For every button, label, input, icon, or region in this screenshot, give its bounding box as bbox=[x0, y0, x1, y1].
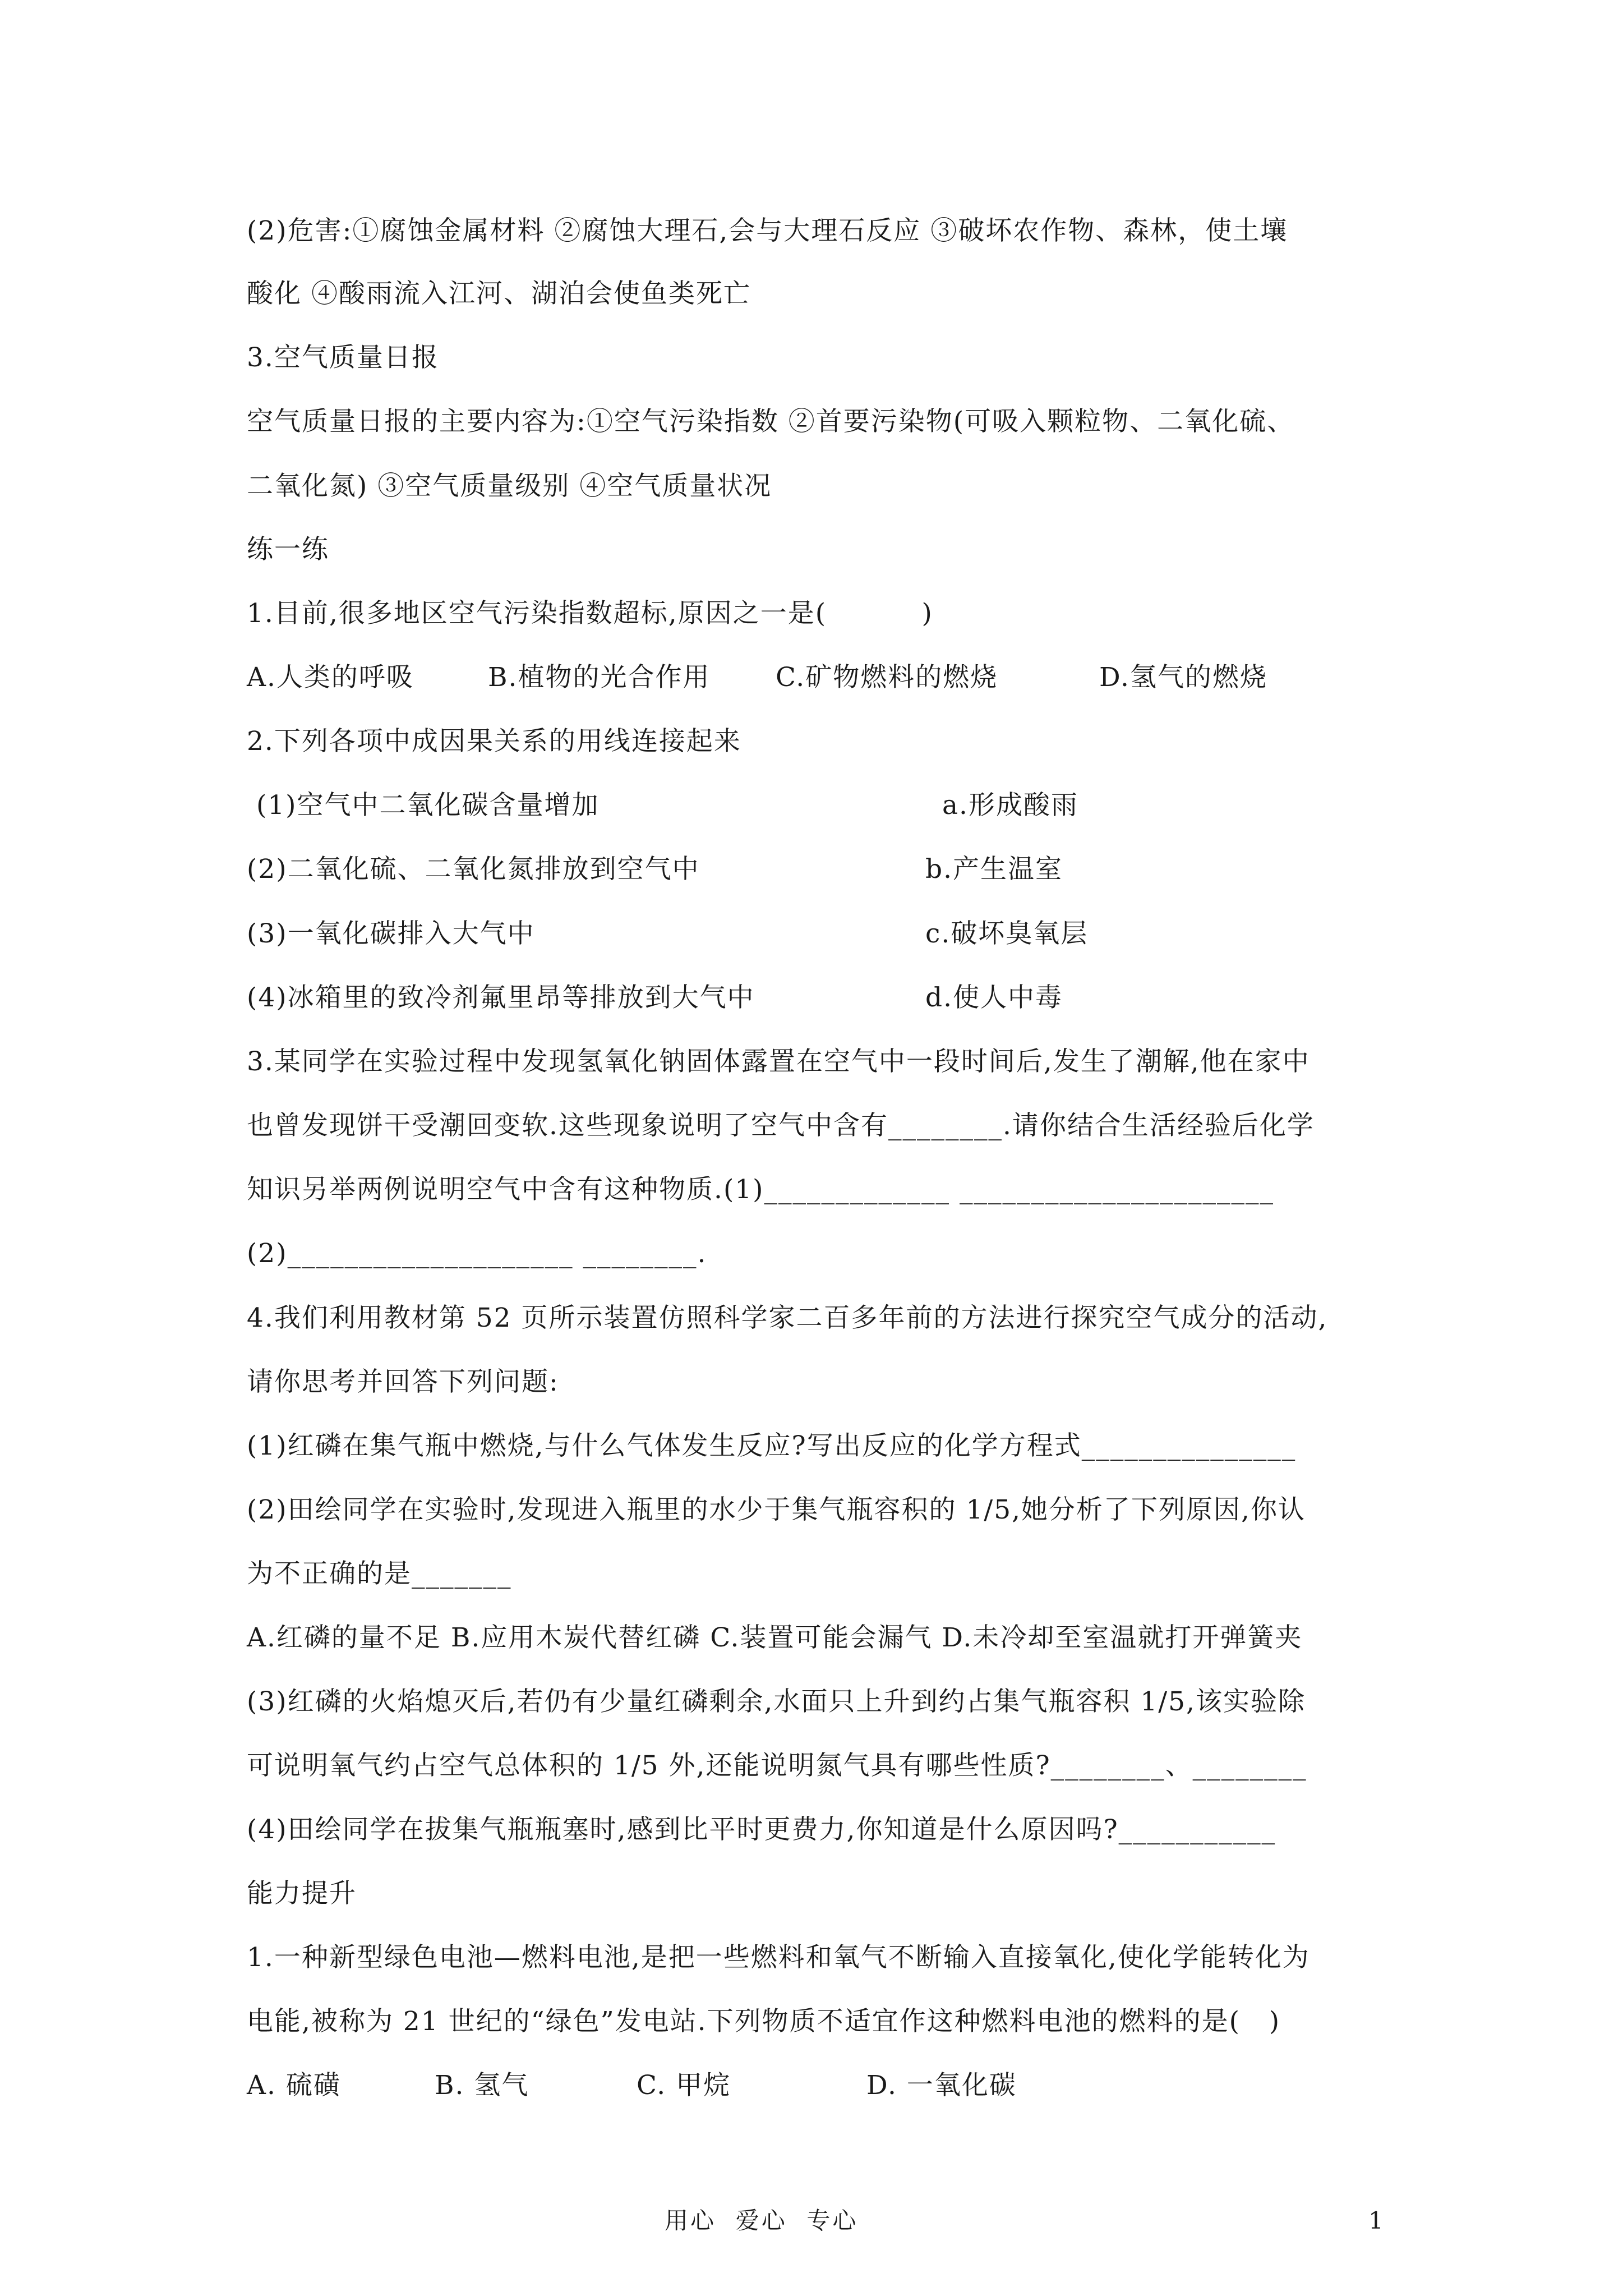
option-c: C.矿物燃料的燃烧 bbox=[776, 662, 998, 693]
match-cause: (1)空气中二氧化碳含量增加 bbox=[247, 790, 600, 821]
question-text: (2)田绘同学在实验时,发现进入瓶里的水少于集气瓶容积的 1/5,她分析了下列原因,你认 bbox=[247, 1494, 1306, 1525]
question-text: 3.某同学在实验过程中发现氢氧化钠固体露置在空气中一段时间后,发生了潮解,他在家中 bbox=[247, 1046, 1310, 1077]
option-c: C. 甲烷 bbox=[637, 2070, 731, 2101]
question-text: 1.一种新型绿色电池—燃料电池,是把一些燃料和氧气不断输入直接氧化,使化学能转化为 bbox=[247, 1942, 1310, 1973]
option-d: D. 一氧化碳 bbox=[866, 2070, 1017, 2101]
question-text: (3)红磷的火焰熄灭后,若仍有少量红磷剩余,水面只上升到约占集气瓶容积 1/5,该实验除 bbox=[247, 1686, 1306, 1717]
option-b: B. 氢气 bbox=[435, 2070, 529, 2101]
question-text: 可说明氧气约占空气总体积的 1/5 外,还能说明氮气具有哪些性质?________、________ bbox=[247, 1750, 1307, 1781]
match-cause: (3)一氧化碳排入大气中 bbox=[247, 918, 535, 949]
question-text: 4.我们利用教材第 52 页所示装置仿照科学家二百多年前的方法进行探究空气成分的活动, bbox=[247, 1303, 1328, 1333]
question-text: (2)____________________ ________. bbox=[247, 1238, 707, 1269]
question-text: 为不正确的是_______ bbox=[247, 1558, 512, 1589]
option-a: A. 硫磺 bbox=[247, 2070, 341, 2101]
match-effect: a.形成酸雨 bbox=[942, 790, 1078, 821]
section-heading: 能力提升 bbox=[247, 1878, 357, 1909]
text-line: 二氧化氮) ③空气质量级别 ④空气质量状况 bbox=[247, 471, 772, 501]
section-heading: 3.空气质量日报 bbox=[247, 342, 439, 373]
question-text: 电能,被称为 21 世纪的“绿色”发电站.下列物质不适宜作这种燃料电池的燃料的是( ) bbox=[247, 2006, 1281, 2037]
option-a: A.人类的呼吸 bbox=[247, 662, 414, 693]
page-footer-motto: 用心 爱心 专心 bbox=[665, 2207, 859, 2234]
question-text: 请你思考并回答下列问题: bbox=[247, 1366, 559, 1397]
question-text: (1)红磷在集气瓶中燃烧,与什么气体发生反应?写出反应的化学方程式_______________ bbox=[247, 1430, 1297, 1461]
match-effect: c.破坏臭氧层 bbox=[925, 918, 1089, 949]
text-line: 空气质量日报的主要内容为:①空气污染指数 ②首要污染物(可吸入颗粒物、二氧化硫、 bbox=[247, 406, 1295, 437]
match-cause: (4)冰箱里的致冷剂氟里昂等排放到大气中 bbox=[247, 982, 755, 1013]
option-b: B.植物的光合作用 bbox=[488, 662, 711, 693]
match-effect: d.使人中毒 bbox=[925, 982, 1063, 1013]
question-text: 1.目前,很多地区空气污染指数超标,原因之一是( ) bbox=[247, 598, 933, 629]
match-cause: (2)二氧化硫、二氧化氮排放到空气中 bbox=[247, 854, 700, 885]
question-text: 知识另举两例说明空气中含有这种物质.(1)_____________ ______________________ bbox=[247, 1174, 1274, 1205]
question-text: 2.下列各项中成因果关系的用线连接起来 bbox=[247, 726, 741, 757]
question-text: 也曾发现饼干受潮回变软.这些现象说明了空气中含有________.请你结合生活经验后化学 bbox=[247, 1110, 1315, 1141]
section-heading: 练一练 bbox=[247, 534, 329, 565]
text-line: 酸化 ④酸雨流入江河、湖泊会使鱼类死亡 bbox=[247, 278, 751, 309]
question-text: (4)田绘同学在拔集气瓶瓶塞时,感到比平时更费力,你知道是什么原因吗?___________ bbox=[247, 1814, 1276, 1845]
match-effect: b.产生温室 bbox=[925, 854, 1063, 885]
page-number: 1 bbox=[1368, 2207, 1386, 2234]
text-line: (2)危害:①腐蚀金属材料 ②腐蚀大理石,会与大理石反应 ③破坏农作物、森林，使土壤 bbox=[247, 215, 1288, 246]
question-options: A.红磷的量不足 B.应用木炭代替红磷 C.装置可能会漏气 D.未冷却至室温就打开弹簧夹 bbox=[247, 1622, 1303, 1653]
option-d: D.氢气的燃烧 bbox=[1099, 662, 1267, 693]
